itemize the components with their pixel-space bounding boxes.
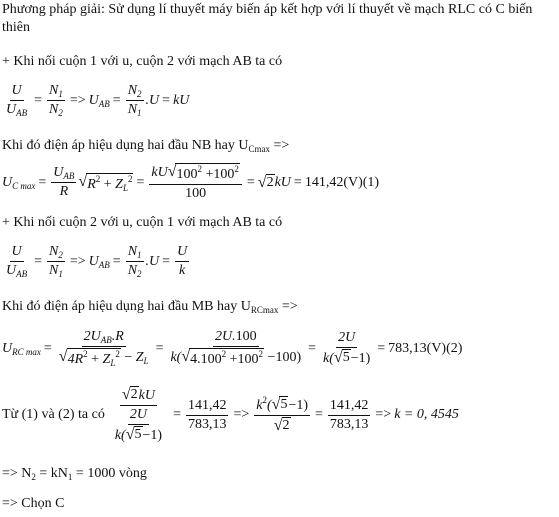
method-line-2: thiên xyxy=(2,20,30,35)
case2-ratio-equation: $\frac{U}{U_{AB}}$ = $\frac{N_2}{N_1}$ => $U_{AB}$ = $\frac{N_1}{N_2}$ .U = $\frac{U}{k}$ xyxy=(6,244,188,279)
case1-intro: + Khi nối cuộn 1 với u, cuộn 2 với mạch AB ta có xyxy=(2,54,283,69)
k-derivation-equation: Từ (1) và (2) ta có √ 2 kU 2U k( √ 5 −1) = $\frac{141,42}{783,13}$ => $k^2$( √ 5 −1) √ 2 = $\frac{141,42}{783,13}$ => k = 0, 4545 xyxy=(2,386,459,443)
method-line-1: Phương pháp giải: Sử dụng lí thuyết máy biến áp kết hợp với lí thuyết về mạch RLC có C biến xyxy=(2,2,533,17)
ucmax-value: 141,42(V)(1) xyxy=(304,174,380,190)
case2-urcmax-equation: $U_{RC max}$ = $2U_{AB}.R$ √ $4R^2 + Z_L^2$ − $Z_L$ = 2U.100 k( √ $4.100^2 +100^2$ −100) = 2U k( √ 5 −1) = 783,13(V)(2) xyxy=(2,329,463,368)
mb-intro: Khi đó điện áp hiệu dụng hai đầu MB hay $U_{RCmax}$ => xyxy=(2,299,298,315)
k-result: k = 0, 4545 xyxy=(394,407,459,422)
n2-result: => $N_2 = kN_1 = 1000$ vòng xyxy=(2,466,147,482)
case2-intro: + Khi nối cuộn 2 với u, cuộn 1 với mạch AB ta có xyxy=(2,215,283,230)
urcmax-value: 783,13(V)(2) xyxy=(388,340,463,356)
nb-intro: Khi đó điện áp hiệu dụng hai đầu NB hay $U_{Cmax}$ => xyxy=(2,138,290,154)
case1-ucmax-equation: $U_{C max}$ = $\frac{U_{AB}}{R}$ √ $R^2 + Z_L^2$ = kU √ $100^2 +100^2$ 100 = √ 2 kU = 141,42(V)(1) xyxy=(2,163,380,201)
answer: => Chọn C xyxy=(2,496,65,511)
case1-ratio-equation: $\frac{U}{U_{AB}}$ = $\frac{N_1}{N_2}$ => $U_{AB}$ = $\frac{N_2}{N_1}$ .U = kU xyxy=(6,83,190,118)
